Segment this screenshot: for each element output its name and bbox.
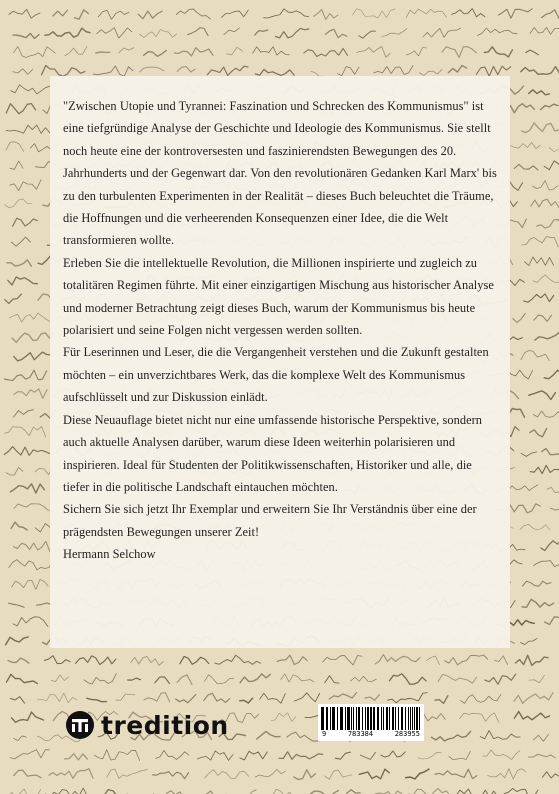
script-stroke: [7, 260, 31, 266]
barcode-bar: [337, 707, 338, 730]
script-stroke: [542, 10, 559, 19]
script-stroke: [5, 427, 46, 438]
script-stroke: [449, 751, 471, 760]
barcode-digit-group: 783384: [347, 730, 374, 738]
script-stroke: [530, 28, 559, 35]
script-stroke: [53, 10, 68, 16]
script-stroke: [541, 104, 558, 109]
script-stroke: [11, 237, 30, 246]
script-stroke: [197, 751, 233, 761]
barcode-bar: [386, 707, 388, 730]
script-stroke: [542, 449, 559, 457]
script-stroke: [544, 161, 559, 170]
script-stroke: [188, 28, 209, 36]
script-stroke: [533, 735, 548, 742]
script-stroke: [38, 693, 78, 703]
script-stroke: [204, 693, 230, 702]
script-stroke: [524, 294, 554, 302]
script-stroke: [131, 657, 164, 666]
barcode-bar: [383, 707, 384, 730]
script-stroke: [525, 257, 554, 266]
script-stroke: [448, 66, 466, 73]
description-panel: [50, 76, 510, 648]
script-stroke: [10, 697, 24, 703]
script-stroke: [4, 370, 46, 380]
script-stroke: [240, 751, 267, 760]
barcode-bar: [405, 707, 406, 730]
description-paragraph: Für Leserinnen und Leser, die die Vergangenheit verstehen und die Zukunft gestalten möchten – ein unverzichtbares Werk, das die komplexe Welt des Kommunismus aufschlüsselt und zur Diskussion einlädt.: [63, 345, 489, 405]
script-stroke: [523, 581, 551, 586]
barcode-bar: [389, 707, 390, 730]
script-stroke: [521, 67, 559, 75]
isbn-barcode: [318, 704, 424, 741]
script-stroke: [461, 694, 501, 703]
script-stroke: [549, 148, 559, 153]
barcode-bar: [326, 707, 328, 730]
script-stroke: [227, 47, 243, 55]
script-stroke: [35, 524, 50, 532]
script-stroke: [287, 732, 322, 741]
script-stroke: [547, 486, 559, 494]
script-stroke: [75, 10, 89, 19]
script-stroke: [542, 772, 559, 778]
script-stroke: [260, 693, 286, 703]
script-stroke: [204, 675, 234, 684]
barcode-bar: [381, 707, 382, 730]
script-stroke: [495, 656, 508, 665]
author-name: Hermann Selchow: [63, 547, 156, 562]
script-stroke: [529, 391, 556, 400]
script-stroke: [140, 67, 164, 72]
barcode-bar: [332, 707, 335, 730]
script-stroke: [6, 104, 35, 114]
script-stroke: [305, 715, 319, 717]
script-stroke: [8, 277, 38, 285]
script-stroke: [95, 750, 140, 761]
script-stroke: [530, 465, 559, 473]
barcode-bar: [414, 707, 415, 730]
script-stroke: [537, 220, 559, 229]
script-stroke: [520, 524, 550, 530]
script-stroke: [529, 754, 556, 757]
script-stroke: [277, 655, 307, 664]
script-stroke: [521, 639, 537, 645]
script-stroke: [8, 789, 41, 794]
script-stroke: [435, 696, 448, 704]
script-stroke: [406, 9, 446, 17]
script-stroke: [498, 9, 532, 18]
script-stroke: [275, 28, 308, 38]
script-stroke: [279, 752, 323, 760]
barcode-bar: [330, 707, 331, 730]
script-stroke: [10, 484, 44, 493]
script-stroke: [205, 770, 249, 779]
script-stroke: [6, 125, 50, 133]
script-stroke: [255, 769, 285, 777]
barcode-bar: [365, 707, 366, 730]
barcode-bar: [345, 707, 346, 730]
script-stroke: [13, 218, 38, 226]
script-stroke: [215, 655, 261, 664]
script-stroke: [272, 789, 294, 794]
script-stroke: [325, 29, 346, 37]
script-stroke: [485, 674, 516, 684]
script-stroke: [347, 790, 361, 794]
script-stroke: [5, 294, 22, 303]
script-stroke: [9, 560, 53, 570]
script-stroke: [14, 410, 34, 417]
script-stroke: [409, 789, 451, 794]
script-stroke: [156, 750, 189, 759]
script-stroke: [533, 181, 558, 191]
barcode-bar: [370, 707, 372, 730]
script-stroke: [301, 791, 338, 794]
script-stroke: [14, 504, 52, 511]
script-stroke: [418, 752, 441, 759]
script-stroke: [534, 561, 559, 567]
script-stroke: [104, 790, 128, 794]
barcode-bar: [356, 707, 357, 730]
barcode-bar: [398, 707, 399, 730]
script-stroke: [13, 34, 39, 39]
script-stroke: [304, 48, 348, 56]
script-stroke: [14, 47, 56, 58]
script-stroke: [338, 67, 360, 76]
script-stroke: [257, 731, 280, 739]
barcode-bar: [395, 707, 396, 730]
script-stroke: [10, 161, 23, 169]
script-stroke: [49, 769, 93, 779]
script-stroke: [323, 656, 362, 665]
script-stroke: [427, 656, 440, 665]
script-stroke: [445, 655, 488, 665]
script-stroke: [419, 69, 442, 75]
script-stroke: [255, 69, 294, 75]
script-stroke: [51, 675, 68, 682]
script-stroke: [155, 677, 170, 684]
script-stroke: [359, 31, 376, 38]
script-stroke: [174, 48, 213, 56]
script-stroke: [98, 10, 129, 19]
script-stroke: [388, 693, 428, 703]
script-stroke: [97, 28, 132, 38]
script-stroke: [514, 164, 538, 170]
script-stroke: [375, 655, 420, 664]
script-stroke: [42, 66, 85, 77]
script-stroke: [483, 750, 520, 760]
script-stroke: [240, 674, 270, 683]
script-stroke: [365, 695, 379, 701]
script-stroke: [504, 789, 538, 794]
script-stroke: [535, 332, 559, 340]
script-stroke: [544, 370, 559, 379]
script-stroke: [207, 66, 248, 75]
barcode-bar: [321, 707, 324, 730]
script-stroke: [140, 30, 177, 38]
script-stroke: [180, 656, 209, 664]
script-stroke: [522, 123, 559, 133]
script-stroke: [8, 658, 29, 663]
script-stroke: [521, 351, 549, 361]
script-stroke: [176, 9, 210, 19]
script-stroke: [329, 693, 356, 699]
barcode-bar: [347, 707, 350, 730]
script-stroke: [521, 452, 537, 457]
script-stroke: [6, 637, 29, 645]
barcode-bar: [408, 707, 409, 730]
script-stroke: [478, 28, 518, 35]
script-stroke: [389, 674, 426, 684]
script-stroke: [12, 333, 54, 343]
script-stroke: [431, 731, 470, 741]
script-stroke: [374, 66, 413, 75]
script-stroke: [545, 617, 559, 625]
script-stroke: [153, 772, 189, 779]
script-stroke: [119, 48, 134, 53]
script-stroke: [533, 275, 559, 283]
publisher-logo: [66, 709, 229, 741]
script-stroke: [12, 712, 44, 722]
barcode-bar: [362, 707, 363, 730]
script-stroke: [116, 694, 135, 700]
description-paragraph: Diese Neuauflage bietet nicht nur eine umfassende historische Perspektive, sondern auch aktuelle Analysen darüber, warum diese Ideen weiterhin polarisieren und inspirieren. Ideal für Studenten der Politikwissenschaften, Historiker und alle, die tiefer in die politische Landschaft eintauchen möchten.: [63, 412, 483, 494]
script-stroke: [531, 199, 559, 208]
script-stroke: [14, 352, 55, 361]
barcode-bar: [392, 707, 394, 730]
barcode-bar: [367, 707, 369, 730]
barcode-bar: [340, 707, 343, 730]
script-stroke: [65, 47, 87, 56]
script-stroke: [176, 695, 196, 703]
script-stroke: [271, 713, 296, 722]
script-stroke: [522, 237, 558, 247]
script-stroke: [6, 142, 24, 152]
script-stroke: [294, 770, 316, 780]
script-stroke: [442, 47, 476, 58]
script-stroke: [529, 675, 544, 682]
script-stroke: [460, 713, 499, 722]
script-stroke: [11, 522, 27, 530]
barcode-bar: [401, 707, 403, 730]
script-stroke: [9, 9, 40, 18]
script-stroke: [550, 505, 559, 512]
barcode-bars: [321, 707, 421, 730]
barcode-bar: [358, 707, 360, 730]
script-stroke: [406, 48, 426, 56]
script-stroke: [508, 409, 524, 418]
script-stroke: [177, 675, 192, 685]
script-stroke: [452, 9, 485, 17]
tredition-logo-icon: [66, 711, 94, 739]
script-stroke: [264, 9, 309, 18]
script-stroke: [87, 698, 107, 702]
barcode-bar: [412, 707, 413, 730]
publisher-name: tredition: [101, 710, 229, 740]
barcode-bar: [351, 707, 352, 730]
script-stroke: [325, 770, 352, 779]
script-stroke: [423, 28, 461, 37]
script-stroke: [255, 30, 268, 35]
barcode-digit-group: 283955: [394, 730, 420, 738]
script-stroke: [14, 736, 27, 741]
script-stroke: [529, 90, 550, 95]
script-stroke: [10, 750, 50, 759]
script-stroke: [516, 655, 549, 665]
script-stroke: [352, 9, 395, 18]
script-stroke: [541, 541, 559, 551]
script-stroke: [484, 47, 512, 57]
script-stroke: [12, 579, 49, 589]
script-stroke: [381, 751, 406, 757]
script-stroke: [221, 10, 248, 17]
description-paragraph: "Zwischen Utopie und Tyrannei: Faszination und Schrecken des Kommunismus" ist eine tiefgründige Analyse der Geschichte und Ideologie des Kommunismus. Sie stellt noch heute eine der kontroversesten und faszinierendsten Bewegungen des 20. Jahrhunderts und der Gegenwart dar. Von den revolutionären Gedanken Karl Marx' bis zu den turbulenten Experimenten in der Realität – dieses Buch beleuchtet die Träume, die Hoffnungen und die verheerenden Konsequenzen einer Idee, die die Welt transformieren wollte.: [63, 99, 497, 248]
script-stroke: [514, 693, 553, 704]
script-stroke: [226, 790, 256, 794]
script-stroke: [533, 409, 559, 418]
script-stroke: [335, 752, 350, 759]
barcode-bar: [373, 707, 375, 730]
script-stroke: [530, 429, 547, 437]
script-stroke: [11, 85, 55, 94]
script-stroke: [144, 50, 167, 56]
script-stroke: [5, 199, 32, 208]
description-paragraph: Sichern Sie sich jetzt Ihr Exemplar und erweitern Sie Ihr Verständnis über eine der prägendsten Bewegungen unserer Zeit!: [63, 502, 477, 539]
script-stroke: [456, 789, 498, 794]
script-stroke: [6, 467, 23, 475]
script-stroke: [357, 47, 390, 58]
barcode-bar: [419, 707, 420, 730]
script-stroke: [240, 698, 253, 703]
script-stroke: [13, 69, 33, 75]
script-stroke: [476, 66, 510, 76]
script-stroke: [522, 599, 554, 607]
script-stroke: [96, 52, 110, 53]
script-stroke: [13, 617, 48, 627]
script-stroke: [325, 676, 339, 684]
script-stroke: [144, 693, 170, 702]
script-stroke: [359, 769, 389, 779]
script-stroke: [65, 754, 88, 760]
barcode-bar: [377, 707, 379, 730]
script-stroke: [534, 315, 552, 321]
script-stroke: [224, 28, 240, 35]
script-stroke: [406, 769, 429, 779]
script-stroke: [107, 769, 148, 778]
script-stroke: [314, 10, 338, 20]
script-stroke: [435, 769, 477, 778]
script-stroke: [93, 66, 132, 76]
script-stroke: [4, 447, 50, 456]
script-stroke: [513, 314, 525, 323]
script-stroke: [14, 541, 50, 551]
script-stroke: [294, 693, 320, 702]
script-stroke: [14, 389, 47, 399]
script-stroke: [438, 675, 477, 684]
script-stroke: [281, 674, 315, 682]
barcode-bar: [410, 707, 411, 730]
barcode-digits: [321, 730, 421, 738]
script-stroke: [10, 180, 41, 191]
script-stroke: [44, 656, 70, 664]
script-stroke: [253, 47, 290, 55]
script-stroke: [382, 29, 407, 37]
script-stroke: [14, 770, 41, 777]
description-paragraph: Erleben Sie die intellektuelle Revolution, die Millionen inspirierte und zugleich zu totalitären Regimen führte. Mit einer einzigartigen Mischung aus historischer Analyse und moderner Betrachtung zeigt dieses Buch, warum der Kommunismus bis heute polarisiert und seine Folgen nicht vergessen werden sollten.: [63, 255, 494, 338]
barcode-bar: [353, 707, 354, 730]
script-stroke: [480, 731, 520, 740]
script-stroke: [84, 674, 116, 684]
barcode-digit-group: 9: [322, 730, 327, 738]
script-stroke: [46, 788, 88, 794]
script-stroke: [351, 676, 377, 681]
script-stroke: [526, 50, 539, 55]
script-stroke: [7, 674, 38, 683]
script-stroke: [138, 11, 162, 19]
script-stroke: [177, 67, 195, 73]
script-stroke: [514, 712, 549, 720]
script-stroke: [9, 603, 25, 607]
script-stroke: [76, 656, 116, 665]
script-stroke: [9, 313, 50, 322]
script-stroke: [360, 753, 375, 760]
barcode-bar: [416, 707, 418, 730]
script-stroke: [488, 769, 526, 779]
script-stroke: [45, 28, 90, 37]
script-stroke: [128, 678, 141, 680]
